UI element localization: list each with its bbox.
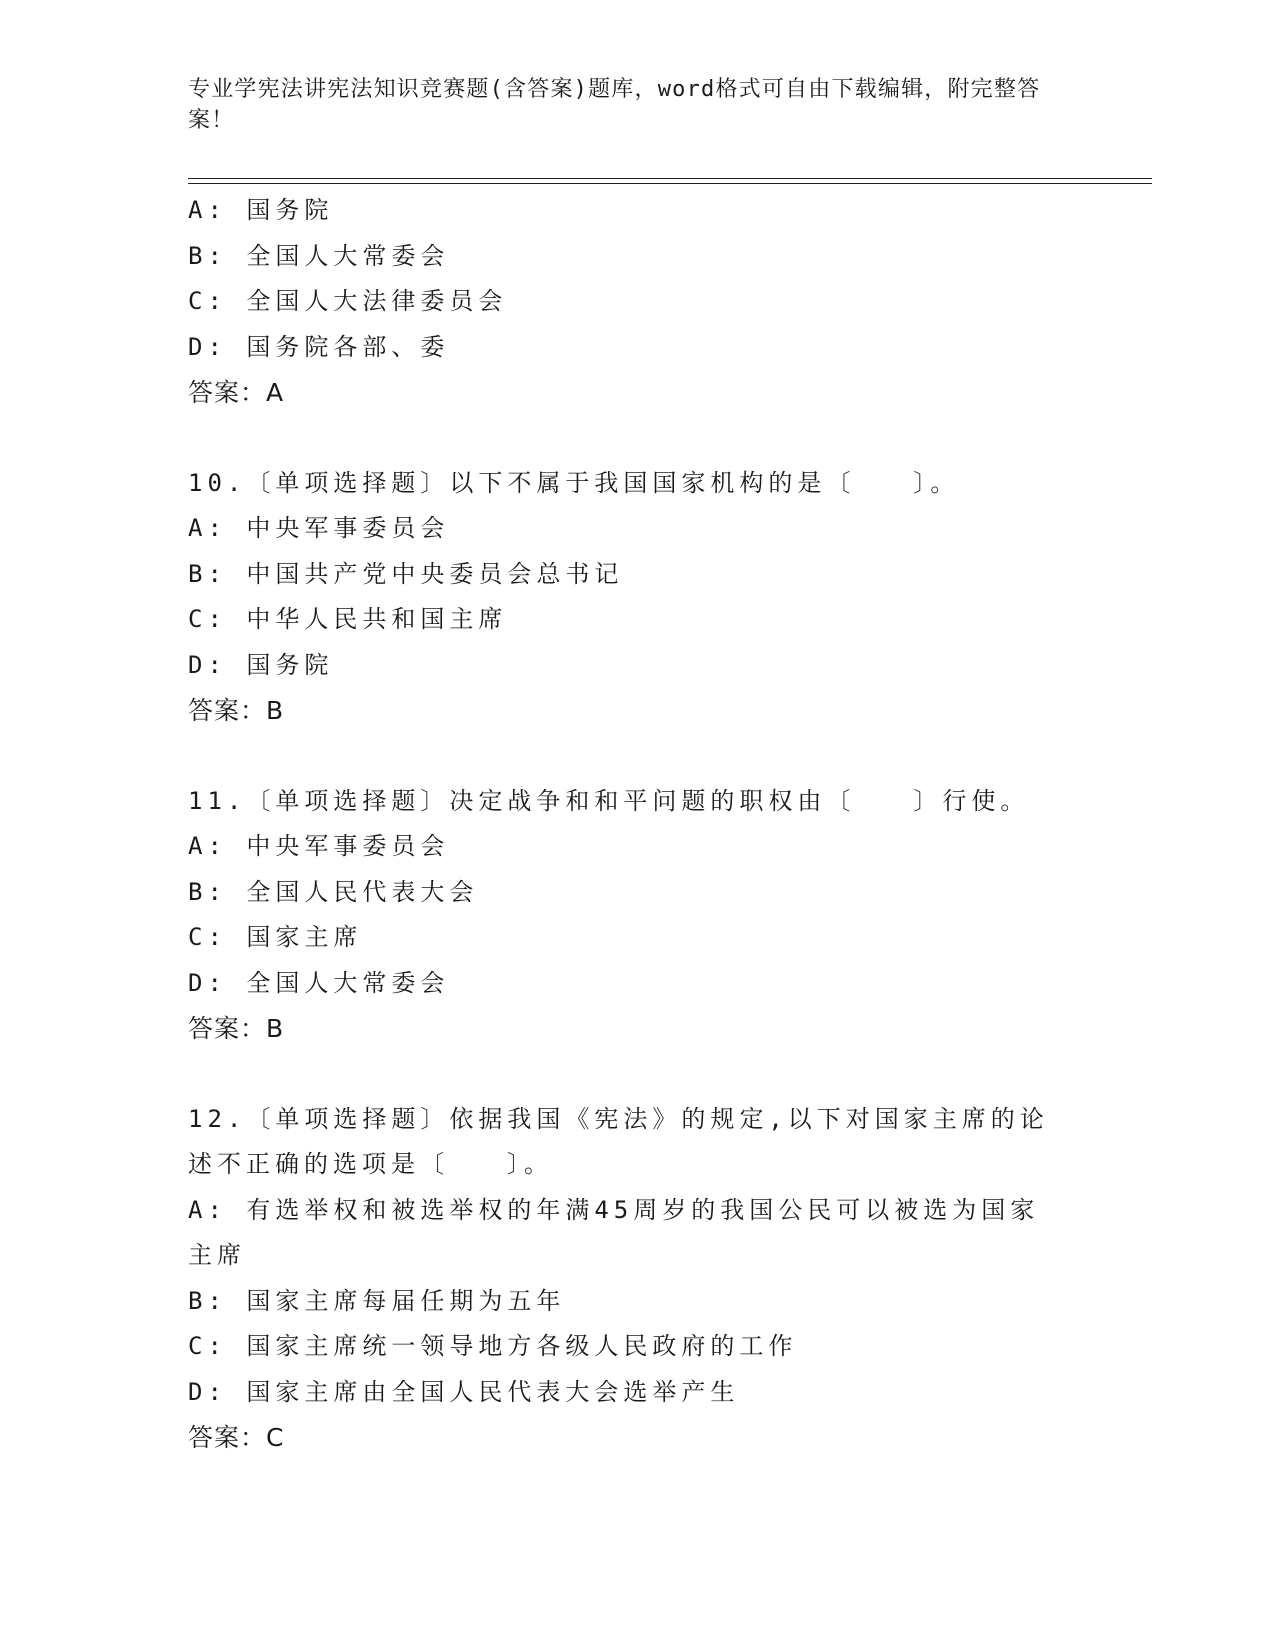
option-c: C: 国家主席统一领导地方各级人民政府的工作 — [188, 1332, 798, 1360]
question-10 — [188, 461, 1068, 734]
option-c: C: 全国人大法律委员会 — [188, 287, 508, 315]
spacer — [188, 416, 1068, 461]
option-d: D: 国务院各部、委 — [188, 332, 450, 361]
header-rule-bottom — [188, 183, 1152, 184]
document-header: 专业学宪法讲宪法知识竞赛题(含答案)题库，word格式可自由下载编辑，附完整答案！ — [188, 77, 1041, 133]
option-b: B: 全国人大常委会 — [188, 241, 450, 270]
header-rule-top — [188, 178, 1152, 179]
option-c: C: 国家主席 — [188, 923, 363, 951]
question-9 — [188, 188, 1068, 416]
option-d: D: 国务院 — [188, 650, 334, 679]
question-list — [188, 188, 1068, 1461]
question-text: 12.〔单项选择题〕依据我国《宪法》的规定,以下对国家主席的论述不正确的选项是〔 〕。 — [188, 1104, 1049, 1178]
answer: 答案：B — [188, 696, 285, 725]
option-a: A: 国务院 — [188, 196, 334, 224]
spacer — [188, 1052, 1068, 1097]
answer: 答案：B — [188, 1014, 285, 1043]
option-a: A: 中央军事委员会 — [188, 832, 450, 860]
option-b: B: 国家主席每届任期为五年 — [188, 1286, 566, 1315]
option-a: A: 有选举权和被选举权的年满45周岁的我国公民可以被选为国家主席 — [188, 1195, 1040, 1269]
question-text: 10.〔单项选择题〕以下不属于我国国家机构的是〔 〕。 — [188, 468, 960, 497]
question-text: 11.〔单项选择题〕决定战争和和平问题的职权由〔 〕行使。 — [188, 786, 1030, 815]
option-b: B: 全国人民代表大会 — [188, 877, 479, 906]
option-d: D: 国家主席由全国人民代表大会选举产生 — [188, 1377, 740, 1406]
answer: 答案：C — [188, 1423, 285, 1452]
option-d: D: 全国人大常委会 — [188, 968, 450, 997]
question-12 — [188, 1097, 1068, 1461]
question-11 — [188, 779, 1068, 1052]
spacer — [188, 734, 1068, 779]
answer: 答案：A — [188, 378, 285, 407]
option-c: C: 中华人民共和国主席 — [188, 605, 508, 633]
option-b: B: 中国共产党中央委员会总书记 — [188, 559, 624, 588]
option-a: A: 中央军事委员会 — [188, 514, 450, 542]
